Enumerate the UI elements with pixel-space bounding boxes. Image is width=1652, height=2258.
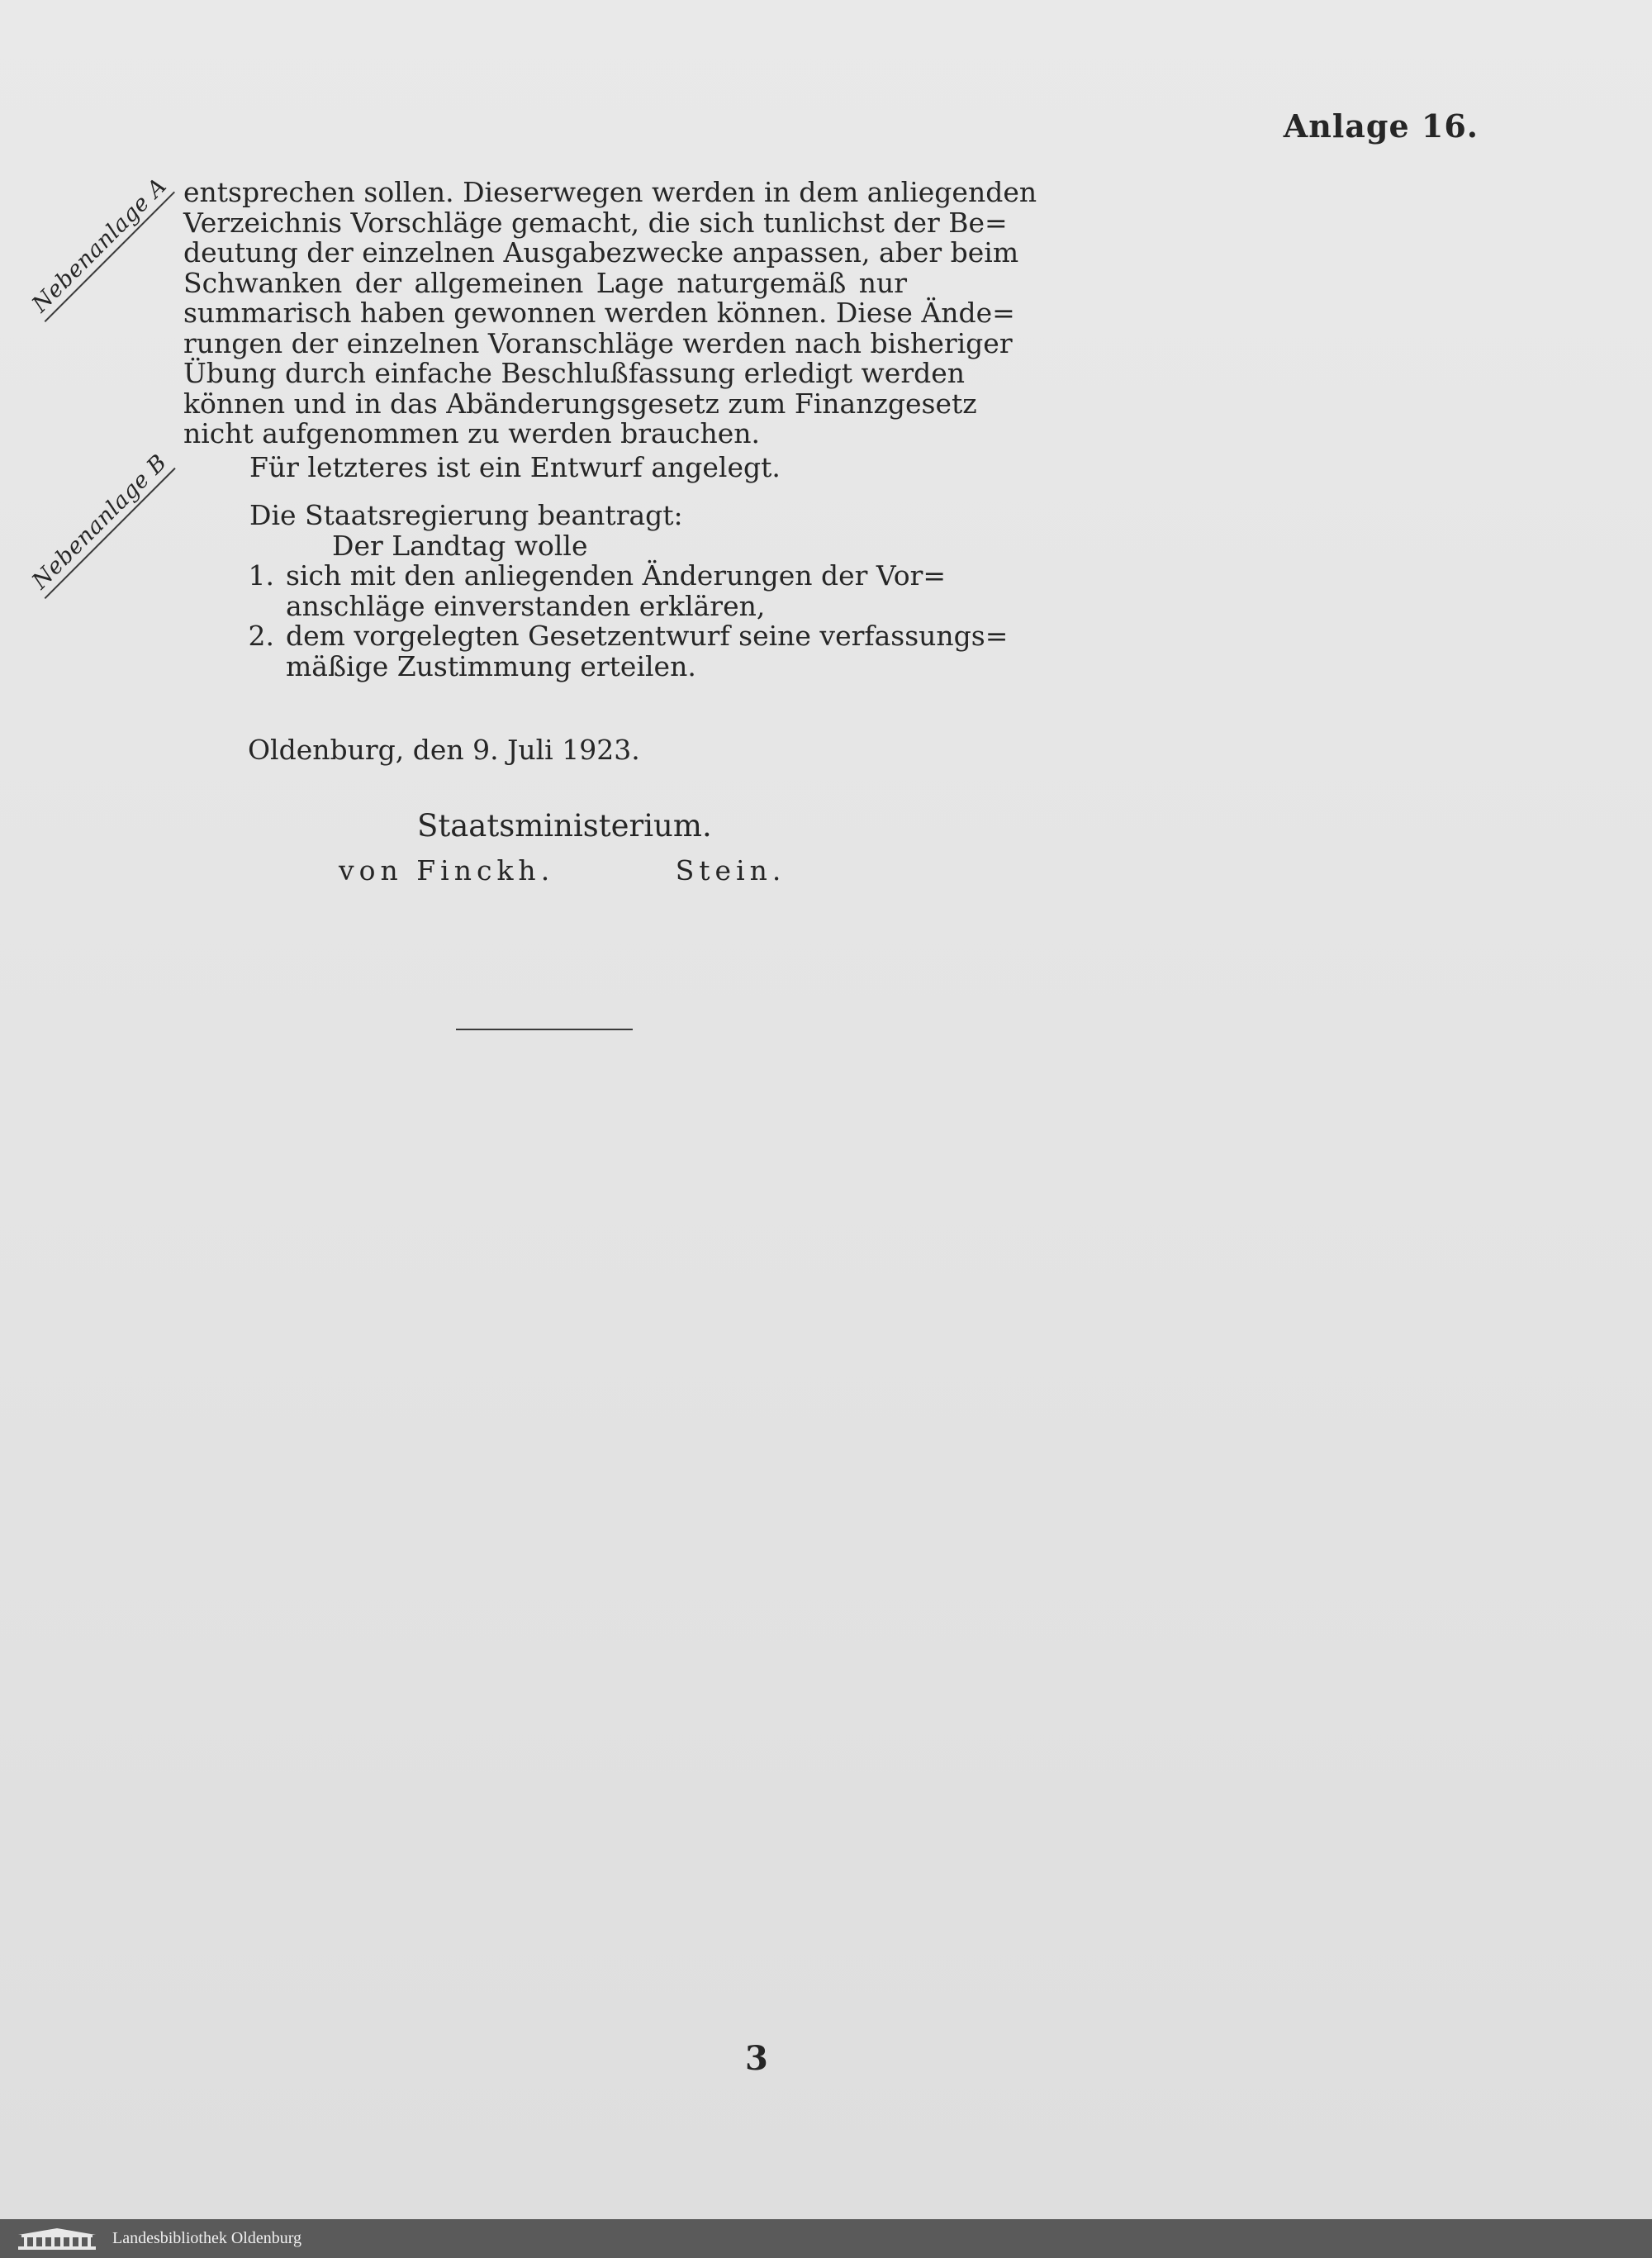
text-line: mäßige Zustimmung erteilen. — [286, 649, 696, 682]
item-number: 1. — [248, 559, 274, 592]
page-number: 3 — [745, 2039, 768, 2078]
footer-bar — [0, 2219, 1652, 2258]
text-line: Verzeichnis Vorschläge gemacht, die sich tunlichst der Be= — [183, 206, 1008, 239]
text-line: rungen der einzelnen Voranschläge werden nach bisheriger — [183, 326, 1013, 359]
text-line: dem vorgelegten Gesetzentwurf seine verfassungs= — [286, 620, 1009, 652]
motion-list — [183, 559, 1009, 682]
text-line: deutung der einzelnen Ausgabezwecke anpassen, aber beim — [183, 236, 1019, 269]
list-item — [183, 620, 1009, 682]
text-line: Übung durch einfache Beschlußfassung erledigt werden — [183, 357, 965, 389]
closing-rule — [456, 1029, 633, 1030]
text-line: können und in das Abänderungsgesetz zum Finanzgesetz — [183, 387, 977, 420]
text-line: summarisch haben gewonnen werden können. Diese Ände= — [183, 297, 1015, 329]
list-item — [183, 559, 947, 622]
margin-note-a: Nebenanlage A — [25, 172, 175, 322]
text-line: nicht aufgenommen zu werden brauchen. — [183, 417, 760, 449]
dateline: Oldenburg, den 9. Juli 1923. — [248, 734, 640, 766]
paragraph-2: Für letzteres ist ein Entwurf angelegt. — [249, 450, 781, 483]
margin-note-b: Nebenanlage B — [25, 449, 175, 599]
annex-label: Anlage 16. — [1283, 107, 1479, 145]
paragraph-3: Die Staatsregierung beantragt: — [249, 499, 683, 531]
text-line: sich mit den anliegenden Änderungen der Vor= — [286, 559, 947, 592]
text-line: entsprechen sollen. Dieserwegen werden in dem anliegenden — [183, 176, 1037, 208]
library-building-icon — [17, 2227, 97, 2251]
item-number: 2. — [248, 620, 274, 652]
motion-heading: Der Landtag wolle — [332, 529, 588, 562]
body-text — [183, 176, 1037, 682]
ministry-signature-block: Staatsministerium. — [417, 808, 712, 844]
signature-name: Stein. — [675, 854, 786, 887]
text-line: anschläge einverstanden erklären, — [286, 589, 766, 622]
signatures — [339, 854, 786, 887]
signature-name: von Finckh. — [339, 854, 555, 887]
paragraph-1 — [183, 176, 1037, 449]
library-name: Landesbibliothek Oldenburg — [112, 2229, 302, 2247]
text-line: Schwanken der allgemeinen Lage naturgemäß nur — [183, 266, 907, 299]
